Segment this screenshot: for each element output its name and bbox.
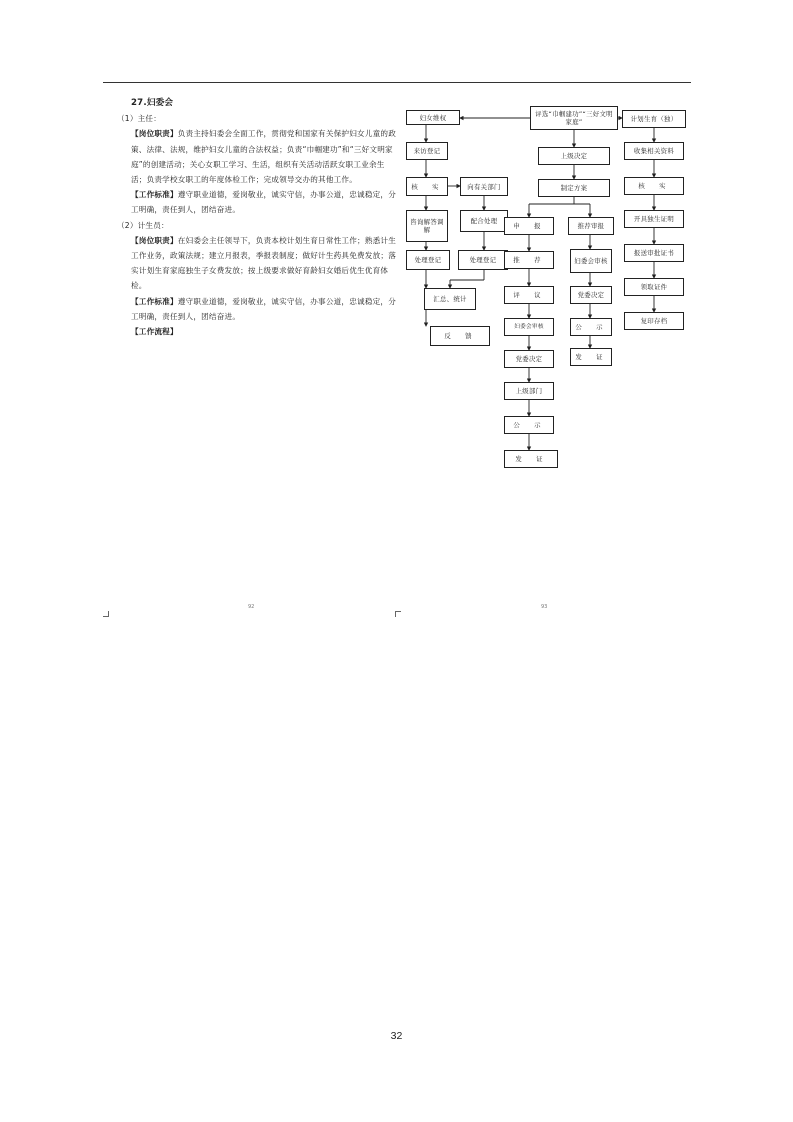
sub-heading-officer: （2）计生员： bbox=[117, 220, 169, 230]
flow-selection: 评选“巾帼建功”“三好文明家庭” bbox=[530, 106, 618, 130]
flow-recommend-report: 推荐审报 bbox=[568, 217, 614, 235]
flow-copy-archive: 复印存档 bbox=[624, 312, 684, 330]
flow-publicize-3: 公 示 bbox=[570, 318, 612, 336]
flow-verify-4: 核 实 bbox=[624, 177, 684, 195]
standard-paragraph-officer bbox=[103, 294, 398, 324]
flow-party-decision-3: 党委决定 bbox=[570, 286, 612, 304]
flow-issue-proof: 开具独生证明 bbox=[624, 210, 684, 228]
flow-consult-mediate: 咨询解答调解 bbox=[406, 210, 448, 242]
body-text bbox=[103, 96, 398, 339]
flow-evaluate: 评 议 bbox=[504, 286, 554, 304]
flow-submit-approval: 报送审批证书 bbox=[624, 244, 684, 262]
process-label: 【工作流程】 bbox=[131, 327, 178, 337]
standard-text: 遵守职业道德，爱岗敬业，诚实守信，办事公道，忠诚稳定，分工明确，责任到人，团结奋进。 bbox=[131, 190, 396, 215]
flow-handle-register-2: 处理登记 bbox=[458, 250, 508, 270]
duty-label: 【岗位职责】 bbox=[131, 235, 178, 245]
flow-collect-certificate: 领取证件 bbox=[624, 278, 684, 296]
flow-recommend: 推 荐 bbox=[504, 251, 554, 269]
flow-make-plan: 制定方案 bbox=[538, 179, 610, 197]
duty-label: 【岗位职责】 bbox=[131, 129, 178, 139]
duty-paragraph-officer bbox=[103, 233, 398, 294]
flow-feedback: 反 馈 bbox=[430, 326, 490, 346]
duty-text: 在妇委会主任领导下，负责本校计划生育日常性工作；熟悉计生工作业务，政策法规；建立月报表，季报表制度；做好计生药具免费发放；落实计划生育家庭独生子女费发放；按上级要求做好育龄妇女婚后优生优育体检。 bbox=[131, 235, 396, 291]
crop-mark-left bbox=[103, 611, 109, 617]
mini-page-number-right: 93 bbox=[541, 604, 548, 610]
flow-collect-materials: 收集相关资料 bbox=[624, 142, 684, 160]
header-rule bbox=[103, 82, 691, 83]
standard-paragraph-director bbox=[103, 187, 398, 217]
flow-superior-dept: 上级部门 bbox=[504, 382, 554, 400]
page-number: 32 bbox=[390, 1030, 403, 1042]
flow-certificate: 发 证 bbox=[504, 450, 558, 468]
flow-party-decision: 党委决定 bbox=[504, 350, 554, 368]
crop-mark-right bbox=[395, 611, 401, 617]
flow-committee-review-3: 妇委会审核 bbox=[570, 249, 612, 273]
duty-text: 负责主持妇委会全面工作，贯彻党和国家有关保护妇女儿童的政策、法律、法规，维护妇女儿童的合法权益；负责“巾帼建功”和“三好文明家庭”的创建活动；关心女职工学习、生活，组织有关活动活跃女职工业余生活；负责学校女职工的年度体检工作；完成领导交办的其他工作。 bbox=[131, 129, 396, 185]
flow-superior-decision: 上级决定 bbox=[538, 147, 610, 165]
flow-to-department: 向有关部门 bbox=[460, 177, 508, 196]
flow-verify: 核 实 bbox=[406, 177, 448, 196]
duty-paragraph-director bbox=[103, 126, 398, 187]
sub-heading-director: （1）主任： bbox=[117, 114, 161, 124]
standard-label: 【工作标准】 bbox=[131, 190, 178, 200]
flow-women-rights: 妇女维权 bbox=[406, 110, 460, 125]
flowchart bbox=[400, 100, 700, 475]
flow-committee-review: 妇委会审核 bbox=[504, 318, 554, 336]
flow-apply: 申 报 bbox=[504, 217, 554, 235]
flow-visit-register: 来访登记 bbox=[406, 142, 448, 160]
flow-summary-stats: 汇总、统计 bbox=[424, 288, 476, 310]
flow-family-planning: 计划生育（独） bbox=[622, 110, 686, 128]
mini-page-number-left: 92 bbox=[248, 604, 255, 610]
flow-cooperate-handle: 配合处理 bbox=[460, 210, 508, 232]
flow-certificate-3: 发 证 bbox=[570, 348, 612, 366]
standard-label: 【工作标准】 bbox=[131, 296, 178, 306]
flow-publicize: 公 示 bbox=[504, 416, 554, 434]
flow-handle-register: 处理登记 bbox=[406, 250, 450, 270]
standard-text: 遵守职业道德，爱岗敬业，诚实守信，办事公道，忠诚稳定，分工明确，责任到人，团结奋进。 bbox=[131, 296, 396, 321]
section-heading: 27.妇委会 bbox=[131, 98, 174, 108]
